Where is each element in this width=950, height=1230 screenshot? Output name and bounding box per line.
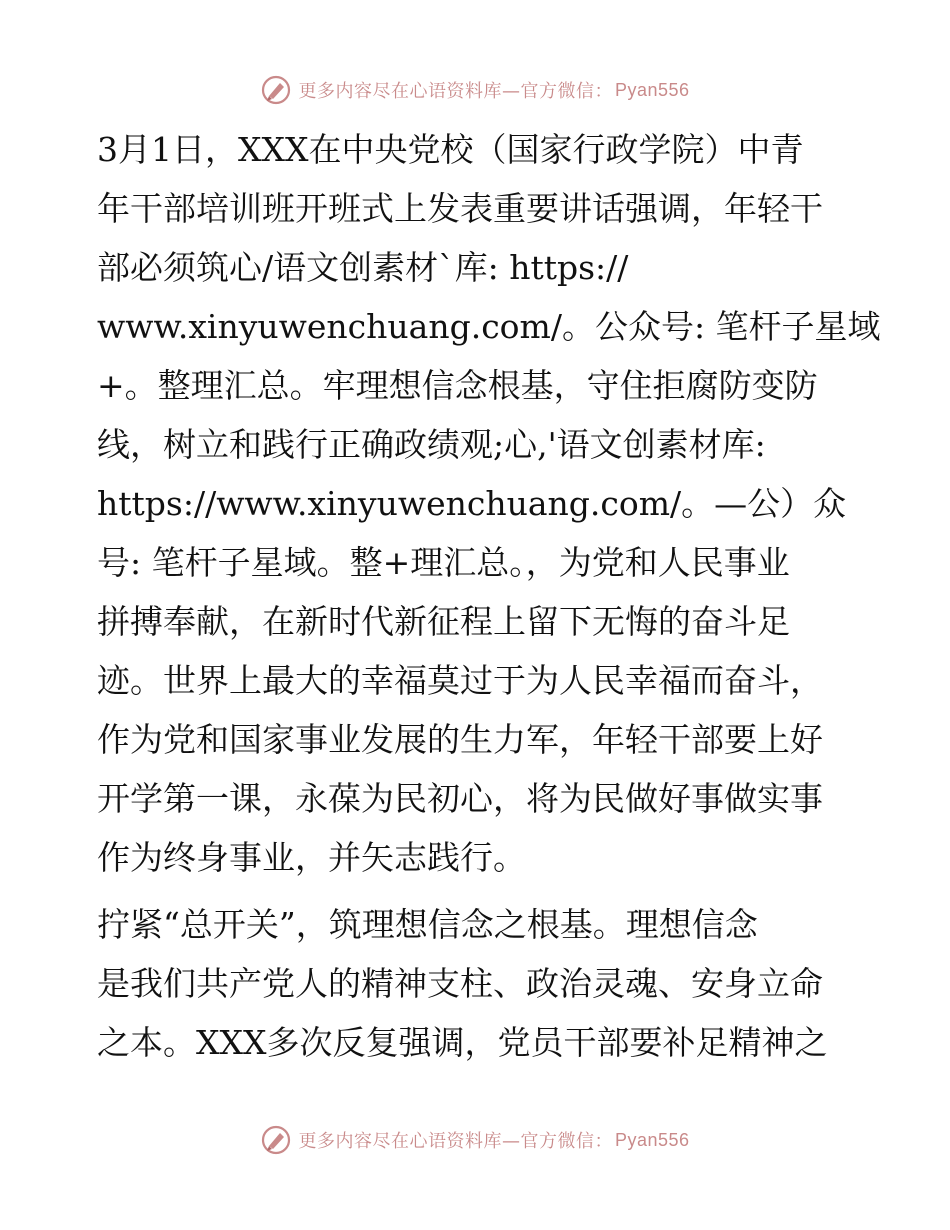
document-body bbox=[97, 120, 881, 1072]
text-line: 拧紧“总开关”，筑理想信念之根基。理想信念 bbox=[97, 905, 758, 944]
text-line: 之本。XXX多次反复强调，党员干部要补足精神之 bbox=[97, 1023, 828, 1062]
text-line: 作为党和国家事业发展的生力军，年轻干部要上好 bbox=[97, 720, 823, 759]
text-line: 作为终身事业，并矢志践行。 bbox=[97, 838, 526, 877]
watermark-text: 更多内容尽在心语资料库—官方微信： bbox=[298, 1131, 613, 1152]
text-line: 3月1日，XXX在中央党校（国家行政学院）中青 bbox=[97, 130, 804, 169]
header-watermark bbox=[0, 72, 950, 108]
text-line: 是我们共产党人的精神支柱、政治灵魂、安身立命 bbox=[97, 964, 823, 1003]
pen-logo-icon bbox=[260, 1124, 292, 1156]
text-line: 拼搏奉献，在新时代新征程上留下无悔的奋斗足 bbox=[97, 602, 790, 641]
text-line: https://www.xinyuwenchuang.com/。—公）众 bbox=[97, 484, 847, 523]
text-line: 迹。世界上最大的幸福莫过于为人民幸福而奋斗， bbox=[97, 661, 823, 700]
text-line: 部必须筑心/语文创素材`库: https:// bbox=[97, 248, 629, 287]
text-line: www.xinyuwenchuang.com/。公众号: 笔杆子星域 bbox=[97, 307, 881, 346]
text-line: 年干部培训班开班式上发表重要讲话强调，年轻干 bbox=[97, 189, 823, 228]
paragraph-2 bbox=[97, 895, 857, 1072]
watermark-wechat-id: Pyan556 bbox=[614, 1129, 690, 1150]
pen-logo-icon bbox=[260, 74, 292, 106]
text-line: 开学第一课，永葆为民初心，将为民做好事做实事 bbox=[97, 779, 823, 818]
watermark-text: 更多内容尽在心语资料库—官方微信： bbox=[298, 81, 613, 102]
footer-watermark bbox=[0, 1122, 950, 1158]
text-line: 号: 笔杆子星域。整+理汇总。，为党和人民事业 bbox=[97, 543, 790, 582]
watermark-wechat-id: Pyan556 bbox=[614, 79, 690, 100]
paragraph-1 bbox=[97, 120, 881, 887]
text-line: 线，树立和践行正确政绩观;心,'语文创素材库: bbox=[97, 425, 766, 464]
text-line: +。整理汇总。牢理想信念根基，守住拒腐防变防 bbox=[97, 366, 818, 405]
